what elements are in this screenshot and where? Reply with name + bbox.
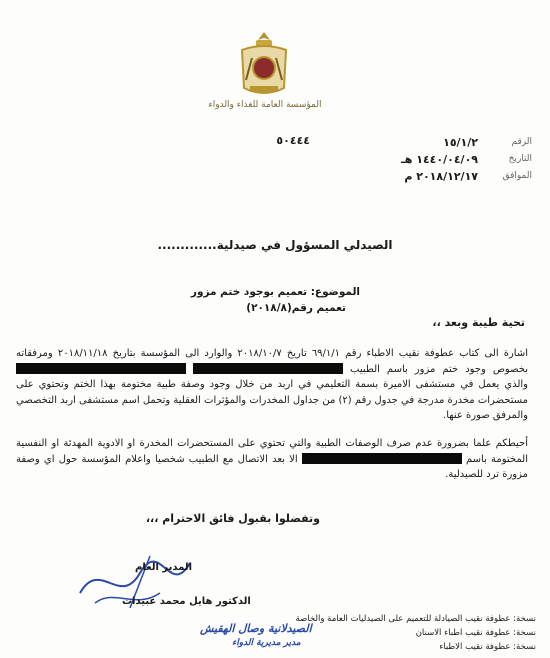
- body-paragraph-1: [16, 346, 528, 424]
- stamp-line-2: مدير مديرية الدواء: [232, 638, 301, 648]
- paragraph-1-part-c: خلال وجود وصفة طبية مختومة بهذا الختم وتحتوي على مستحضرات مخدرة مدرجة في جدول رقم (٢) من جداول المخدرات والمؤثرات العقلية وتحمل اسم مستشفى اربد التخصصي والمرفق صورة عنها.: [16, 379, 528, 421]
- reference-number-extra: ٥٠٤٤٤: [276, 134, 310, 147]
- reference-agreed-row: [332, 168, 532, 185]
- handwritten-signature: [60, 548, 210, 618]
- paragraph-2-part-b: الا بعد الاتصال مع الطبيب شخصيا واعلام المؤسسة حول اي وصفة مزورة ترد للصيدلية.: [16, 453, 528, 480]
- reference-block: [332, 134, 532, 185]
- paragraph-1-part-a: اشارة الى كتاب عطوفة نقيب الاطباء رقم ٦٩/١/١ تاريخ ٢٠١٨/١٠/٧ والوارد الى المؤسسة بتاريخ ٢٠١٨/١١/١٨ ومرفقاته بخصوص وجود ختم مزور باسم الطبيب: [16, 348, 528, 375]
- date-label: التاريخ: [508, 154, 532, 164]
- redaction-bar: [193, 363, 343, 374]
- reference-number-row: [332, 134, 532, 151]
- addressee: الصيدلي المسؤول في صيدلية.............: [157, 238, 393, 252]
- redaction-bar: [16, 363, 186, 374]
- copy-line: نسخة: عطوفة نقيب الصيادلة للتعميم على الصيدليات العامة والخاصة: [295, 614, 536, 624]
- circular-number: تعميم رقم(٢٠١٨/٨): [246, 302, 346, 314]
- signatory-title: المدير العام: [135, 562, 193, 573]
- copies-list: [296, 612, 536, 654]
- jordan-crest-icon: [232, 28, 296, 100]
- signatory-name: الدكتور هايل محمد عبيدات: [122, 596, 251, 607]
- number-label: الرقم: [511, 137, 532, 147]
- stamp-line-1: الصيدلانية وصال الهقيش: [200, 622, 312, 635]
- body-paragraph-2: [16, 436, 528, 483]
- number-value: ١٥/١/٢: [443, 136, 478, 149]
- closing-line: وتفضلوا بقبول فائق الاحترام ،،،: [145, 512, 320, 525]
- paragraph-1-part-b: والذي يعمل في مستشفى الاميرة بسمة التعليمي في اربد من: [259, 379, 528, 390]
- date-hijri: ١٤٤٠/٠٤/٠٩ هـ: [401, 153, 478, 166]
- organization-name: المؤسسة العامة للغذاء والدواء: [208, 100, 322, 110]
- copy-line: نسخة: عطوفة نقيب الاطباء: [439, 642, 536, 652]
- greeting: تحية طيبة وبعد ،،: [432, 316, 525, 329]
- subject-line: الموضوع: تعميم بوجود ختم مزور: [190, 286, 360, 298]
- redaction-bar: [302, 453, 462, 464]
- paragraph-2-part-a: أحيطكم علما بضرورة عدم صرف الوصفات الطبية والتي تحتوي على المستحضرات المخدرة او الادوية المهدئة او النفسية المختومة باسم: [16, 438, 528, 465]
- agreed-label: الموافق: [502, 171, 532, 181]
- date-gregorian: ٢٠١٨/١٢/١٧ م: [404, 170, 478, 183]
- reference-date-row: [332, 151, 532, 168]
- copy-line: نسخة: عطوفة نقيب اطباء الاسنان: [415, 628, 536, 638]
